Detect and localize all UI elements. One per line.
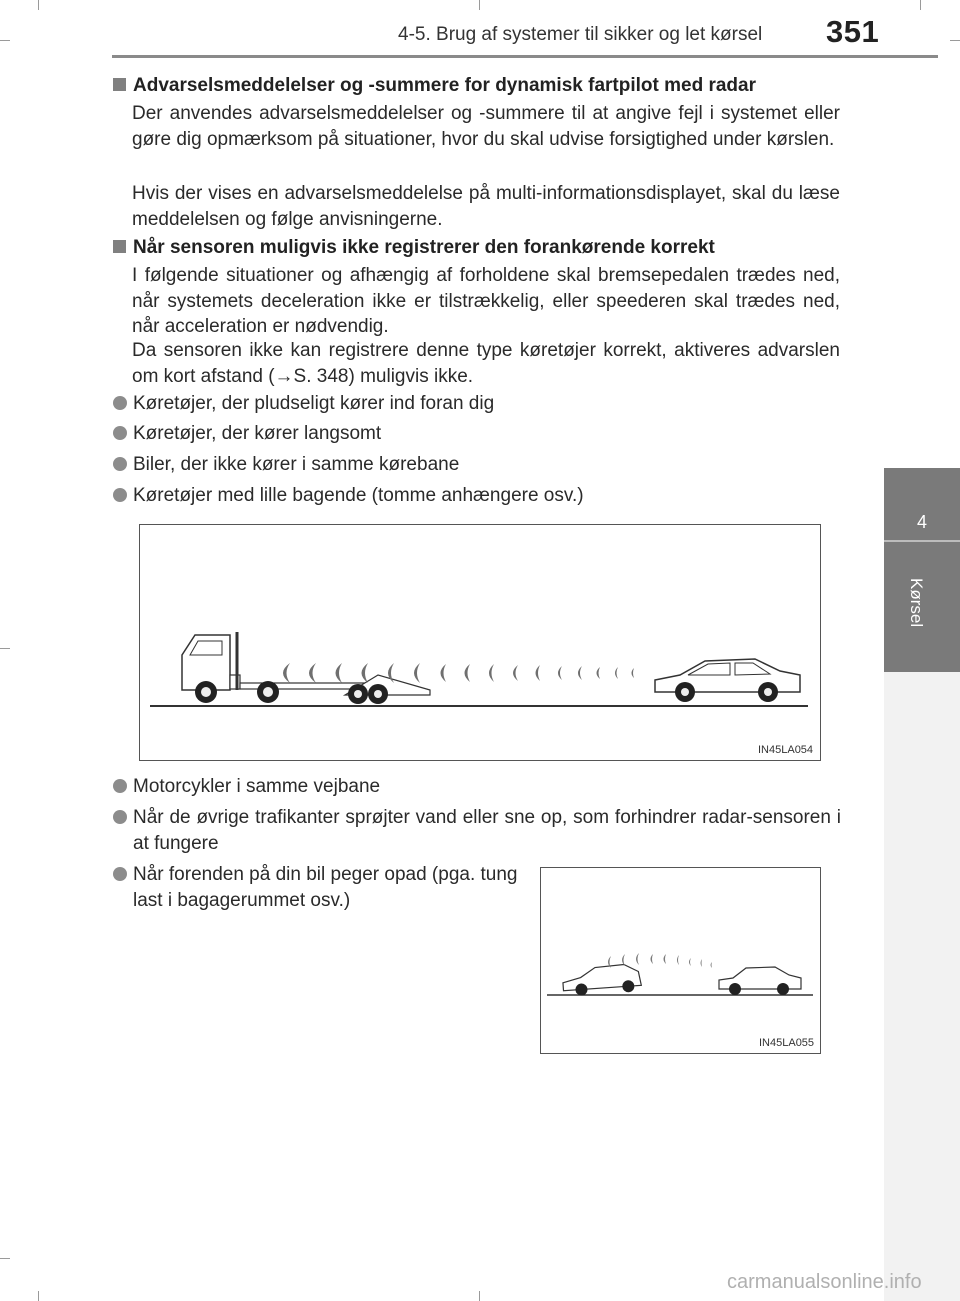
truck-trailer-illustration bbox=[140, 525, 820, 760]
header-title: 4-5. Brug af systemer til sikker og let kørsel bbox=[398, 24, 763, 45]
chapter-label: Kørsel bbox=[907, 578, 926, 628]
figure-truck-trailer bbox=[139, 524, 821, 761]
circle-bullet-icon bbox=[113, 810, 127, 824]
circle-bullet-icon bbox=[113, 396, 127, 410]
figure-id: IN45LA054 bbox=[758, 744, 814, 756]
list-item: Når forenden på din bil peger opad (pga. tung last i bagagerummet osv.) bbox=[113, 862, 523, 913]
square-bullet-icon bbox=[113, 240, 126, 253]
square-bullet-icon bbox=[113, 78, 126, 91]
crop-mark bbox=[479, 1291, 480, 1301]
figure-car-nose-up bbox=[540, 867, 821, 1054]
list-item: Biler, der ikke kører i samme kørebane bbox=[113, 452, 459, 478]
figure-id: IN45LA055 bbox=[759, 1037, 815, 1049]
circle-bullet-icon bbox=[113, 426, 127, 440]
circle-bullet-icon bbox=[113, 867, 127, 881]
chapter-tab-divider bbox=[884, 540, 960, 542]
circle-bullet-icon bbox=[113, 779, 127, 793]
crop-mark bbox=[38, 1291, 39, 1301]
list-item: Køretøjer, der kører langsomt bbox=[113, 421, 381, 447]
paragraph: Hvis der vises en advarselsmeddelelse på multi-informationsdisplayet, skal du læse meddelelsen og følge anvisningerne. bbox=[132, 183, 840, 230]
circle-bullet-icon bbox=[113, 457, 127, 471]
nose-up-illustration bbox=[541, 868, 820, 1053]
paragraph: Da sensoren ikke kan registrere denne type køretøjer korrekt, aktiveres advarslen om kort afstand (→S. 348) muligvis ikke. bbox=[132, 340, 840, 387]
section-heading: Advarselsmeddelelser og -summere for dynamisk fartpilot med radar bbox=[113, 73, 841, 99]
paragraph: Der anvendes advarselsmeddelelser og -summere til at angive fejl i systemet eller gøre dig opmærksom på situationer, hvor du skal udvise forsigtighed under kørslen. bbox=[132, 103, 840, 150]
header-rule bbox=[112, 55, 938, 58]
list-item: Køretøjer med lille bagende (tomme anhængere osv.) bbox=[113, 483, 584, 509]
crop-mark bbox=[0, 648, 10, 649]
list-item: Motorcykler i samme vejbane bbox=[113, 774, 380, 800]
section-heading: Når sensoren muligvis ikke registrerer den forankørende korrekt bbox=[113, 235, 841, 261]
page-number: 351 bbox=[826, 14, 880, 49]
watermark: carmanualsonline.info bbox=[727, 1271, 922, 1293]
list-item: Køretøjer, der pludseligt kører ind foran dig bbox=[113, 391, 494, 417]
chapter-number: 4 bbox=[916, 512, 927, 532]
page-header bbox=[0, 0, 960, 62]
list-item: Når de øvrige trafikanter sprøjter vand eller sne op, som forhindrer radar-sensoren i at fungere bbox=[113, 805, 841, 856]
paragraph: I følgende situationer og afhængig af forholdene skal bremsepedalen trædes ned, når systemets deceleration ikke er tilstrækkelig, eller speederen skal trædes ned, når acceleration er nødvendig. bbox=[132, 265, 840, 337]
circle-bullet-icon bbox=[113, 488, 127, 502]
chapter-strip bbox=[884, 672, 960, 1301]
crop-mark bbox=[0, 1258, 10, 1259]
